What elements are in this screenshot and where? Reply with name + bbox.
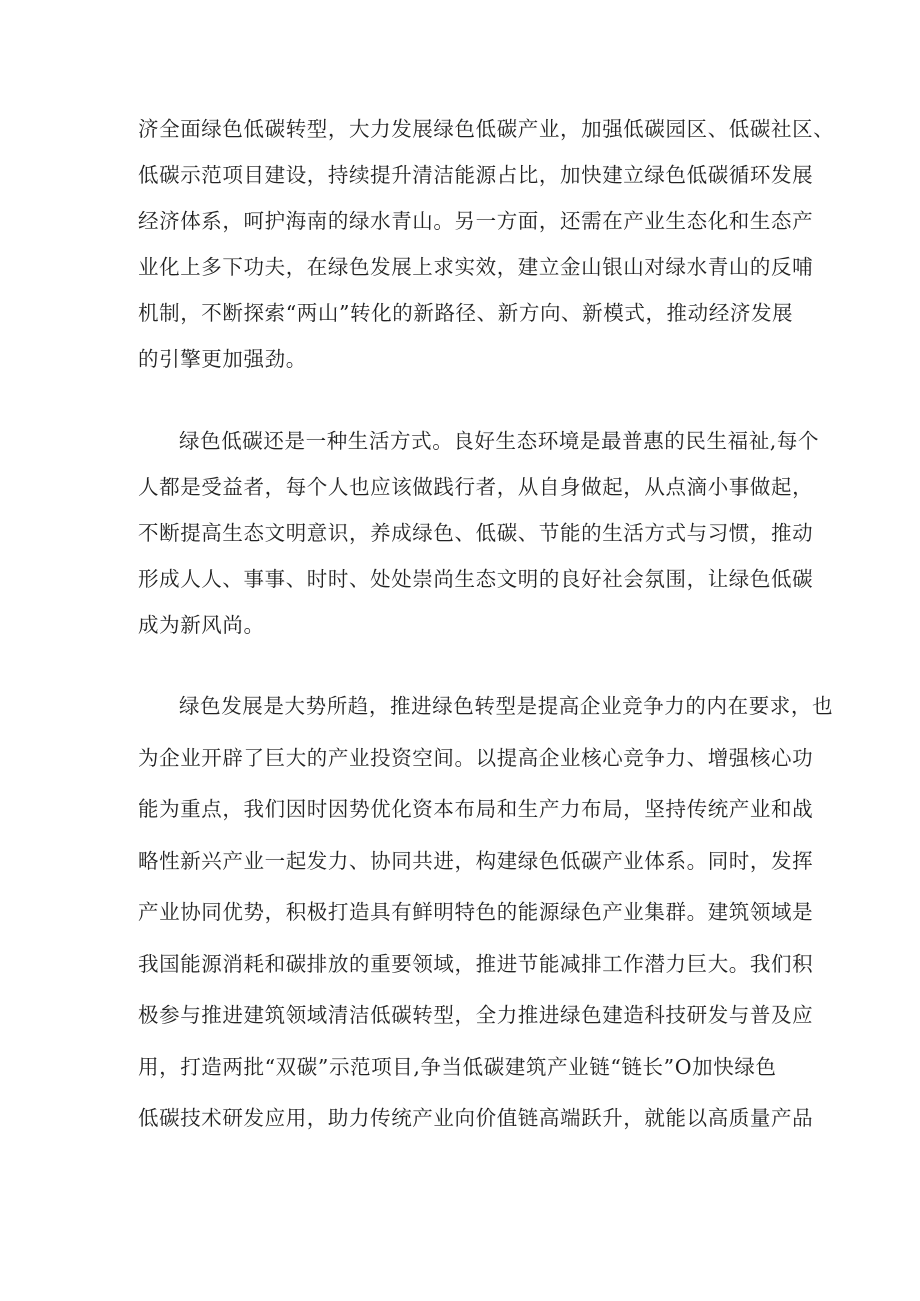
text-line: 人都是受益者，每个人也应该做践行者，从自身做起，从点滴小事做起， (138, 475, 814, 499)
text-line: 绿色低碳还是一种生活方式。良好生态环境是最普惠的民生福祉,每个 (179, 429, 820, 453)
text-line: 绿色发展是大势所趋，推进绿色转型是提高企业竞争力的内在要求，也 (179, 694, 834, 718)
text-line: 低碳技术研发应用，助力传统产业向价值链高端跃升，就能以高质量产品 (138, 1106, 814, 1130)
text-line: 的引擎更加强劲。 (138, 347, 307, 371)
text-line: 我国能源消耗和碳排放的重要领域，推进节能减排工作潜力巨大。我们积 (138, 951, 814, 976)
text-line: 低碳示范项目建设，持续提升清洁能源占比，加快建立绿色低碳循环发展 (138, 163, 814, 187)
text-line: 能为重点，我们因时因势优化资本布局和生产力布局，坚持传统产业和战 (138, 797, 814, 821)
text-line: 成为新风尚。 (138, 613, 265, 637)
paragraph-1 (138, 106, 835, 382)
text-line: 用，打造两批“双碳”示范项目,争当低碳建筑产业链“链长”O加快绿色 (138, 1054, 777, 1079)
text-line: 极参与推进建筑领域清洁低碳转型，全力推进绿色建造科技研发与普及应 (138, 1003, 814, 1027)
text-line: 不断提高生态文明意识，养成绿色、低碳、节能的生活方式与习惯，推动 (138, 521, 814, 545)
text-line: 机制，不断探索“两山”转化的新路径、新方向、新模式，推动经济发展 (138, 301, 794, 325)
text-line: 经济体系，呵护海南的绿水青山。另一方面，还需在产业生态化和生态产 (138, 209, 814, 233)
text-line: 形成人人、事事、时时、处处崇尚生态文明的良好社会氛围，让绿色低碳 (138, 567, 814, 591)
text-line: 业化上多下功夫，在绿色发展上求实效，建立金山银山对绿水青山的反哺 (138, 255, 814, 279)
text-line: 为企业开辟了巨大的产业投资空间。以提高企业核心竞争力、增强核心功 (138, 745, 814, 770)
text-line: 产业协同优势，积极打造具有鲜明特色的能源绿色产业集群。建筑领域是 (138, 900, 814, 924)
paragraph-2 (138, 418, 820, 648)
paragraph-3 (138, 681, 834, 1145)
text-line: 济全面绿色低碳转型，大力发展绿色低碳产业，加强低碳园区、低碳社区、 (138, 117, 835, 141)
text-line: 略性新兴产业一起发力、协同共进，构建绿色低碳产业体系。同时，发挥 (138, 848, 814, 873)
